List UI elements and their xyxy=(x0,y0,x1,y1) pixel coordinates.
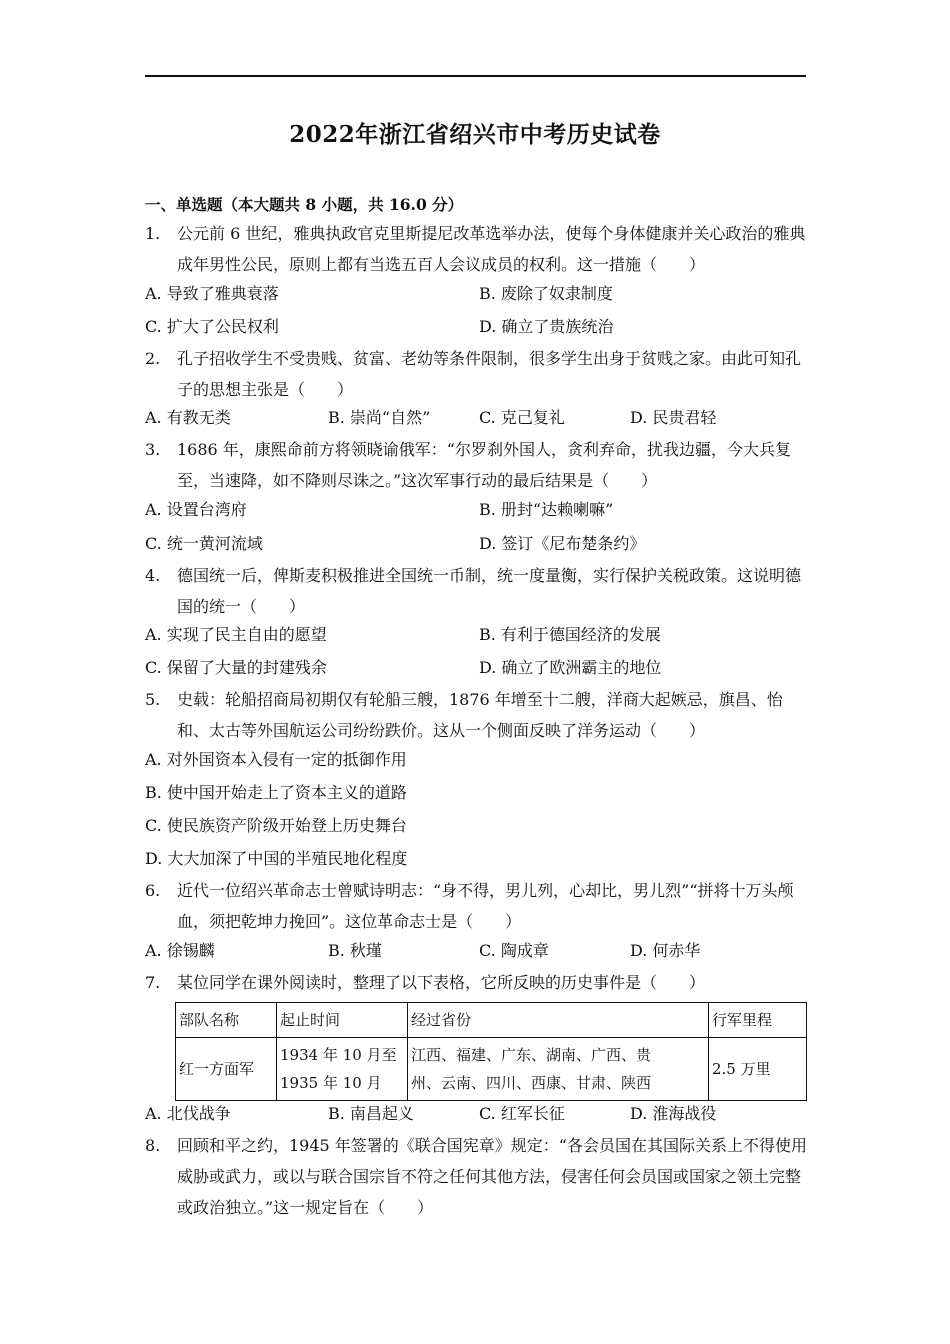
question-stem: 德国统一后，俾斯麦积极推进全国统一币制，统一度量衡，实行保护关税政策。这说明德国的统一（ ） xyxy=(177,566,802,616)
question-2 xyxy=(145,343,810,405)
option-a[interactable]: A. 导致了雅典衰落 xyxy=(145,284,279,303)
question-5 xyxy=(145,684,810,746)
option-b[interactable]: B. 册封“达赖喇嘛” xyxy=(479,500,614,519)
option-b[interactable]: B. 南昌起义 xyxy=(328,1104,414,1123)
question-4 xyxy=(145,560,810,622)
option-b[interactable]: B. 使中国开始走上了资本主义的道路 xyxy=(145,783,407,802)
option-a[interactable]: A. 对外国资本入侵有一定的抵御作用 xyxy=(145,750,407,769)
option-a[interactable]: A. 实现了民主自由的愿望 xyxy=(145,625,327,644)
question-8 xyxy=(145,1130,810,1223)
question-number: 1. xyxy=(145,224,161,243)
question-number: 5. xyxy=(145,690,161,709)
question-stem: 史载：轮船招商局初期仅有轮船三艘，1876 年增至十二艘，洋商大起嫉忌，旗昌、怡和、太古等外国航运公司纷纷跌价。这从一个侧面反映了洋务运动（ ） xyxy=(177,690,783,740)
question-number: 6. xyxy=(145,881,161,900)
option-a[interactable]: A. 有教无类 xyxy=(145,408,231,427)
question-number: 3. xyxy=(145,440,161,459)
question-stem: 孔子招收学生不受贵贱、贫富、老幼等条件限制，很多学生出身于贫贱之家。由此可知孔子的思想主张是（ ） xyxy=(177,349,802,399)
option-a[interactable]: A. 北伐战争 xyxy=(145,1104,231,1123)
option-d[interactable]: D. 何赤华 xyxy=(630,941,701,960)
table-cell-line: 1934 年 10 月至 xyxy=(280,1046,397,1064)
option-d[interactable]: D. 淮海战役 xyxy=(630,1104,717,1123)
table-header-row xyxy=(176,1003,807,1038)
option-d[interactable]: D. 大大加深了中国的半殖民地化程度 xyxy=(145,849,408,868)
option-c[interactable]: C. 扩大了公民权利 xyxy=(145,317,279,336)
table-cell-time xyxy=(277,1038,408,1101)
question-stem: 回顾和平之约，1945 年签署的《联合国宪章》规定：“各会员国在其国际关系上不得使用威胁或武力，或以与联合国宗旨不符之任何其他方法，侵害任何会员国或国家之领土完整或政治独立。”这一规定旨在（ ） xyxy=(177,1136,807,1217)
option-b[interactable]: B. 秋瑾 xyxy=(328,941,382,960)
option-a[interactable]: A. 徐锡麟 xyxy=(145,941,215,960)
option-c[interactable]: C. 克己复礼 xyxy=(479,408,565,427)
question-number: 7. xyxy=(145,973,161,992)
top-rule xyxy=(145,75,806,77)
table-header-cell: 部队名称 xyxy=(176,1003,277,1038)
question-number: 4. xyxy=(145,566,161,585)
option-d[interactable]: D. 确立了欧洲霸主的地位 xyxy=(479,658,662,677)
page-title: 2022年浙江省绍兴市中考历史试卷 xyxy=(289,121,661,148)
question-stem: 公元前 6 世纪，雅典执政官克里斯提尼改革选举办法，使每个身体健康并关心政治的雅典成年男性公民，原则上都有当选五百人会议成员的权利。这一措施（ ） xyxy=(177,224,806,274)
option-c[interactable]: C. 红军长征 xyxy=(479,1104,565,1123)
option-d[interactable]: D. 民贵君轻 xyxy=(630,408,717,427)
option-c[interactable]: C. 使民族资产阶级开始登上历史舞台 xyxy=(145,816,407,835)
option-b[interactable]: B. 有利于德国经济的发展 xyxy=(479,625,661,644)
table-cell-line: 1935 年 10 月 xyxy=(280,1074,382,1092)
table-cell-distance: 2.5 万里 xyxy=(709,1038,807,1101)
option-c[interactable]: C. 保留了大量的封建残余 xyxy=(145,658,327,677)
option-b[interactable]: B. 废除了奴隶制度 xyxy=(479,284,613,303)
option-b[interactable]: B. 崇尚“自然” xyxy=(328,408,431,427)
question-7 xyxy=(145,967,810,998)
table-row xyxy=(176,1038,807,1101)
question-stem: 近代一位绍兴革命志士曾赋诗明志：“身不得，男儿列，心却比，男儿烈”“拼将十万头颅血，须把乾坤力挽回”。这位革命志士是（ ） xyxy=(177,881,794,931)
table-cell-line: 江西、福建、广东、湖南、广西、贵 xyxy=(411,1046,652,1064)
table-cell-unit: 红一方面军 xyxy=(176,1038,277,1101)
table-cell-provinces xyxy=(408,1038,709,1101)
question-number: 8. xyxy=(145,1136,161,1155)
option-d[interactable]: D. 签订《尼布楚条约》 xyxy=(479,534,646,553)
table-cell-line: 州、云南、四川、西康、甘肃、陕西 xyxy=(411,1074,652,1092)
table-header-cell: 经过省份 xyxy=(408,1003,709,1038)
table-header-cell: 起止时间 xyxy=(277,1003,408,1038)
question-number: 2. xyxy=(145,349,161,368)
march-info-table xyxy=(175,1002,807,1101)
option-c[interactable]: C. 陶成章 xyxy=(479,941,549,960)
question-1 xyxy=(145,218,810,280)
question-stem: 某位同学在课外阅读时，整理了以下表格，它所反映的历史事件是（ ） xyxy=(177,973,706,992)
table-header-cell: 行军里程 xyxy=(709,1003,807,1038)
question-3 xyxy=(145,434,810,496)
question-6 xyxy=(145,875,810,937)
question-stem: 1686 年，康熙命前方将领晓谕俄军：“尔罗刹外国人，贪利弃命，扰我边疆，今大兵复至，当速降，如不降则尽诛之。”这次军事行动的最后结果是（ ） xyxy=(177,440,791,490)
section-heading: 一、单选题（本大题共 8 小题，共 16.0 分） xyxy=(145,195,464,214)
option-a[interactable]: A. 设置台湾府 xyxy=(145,500,247,519)
option-d[interactable]: D. 确立了贵族统治 xyxy=(479,317,614,336)
option-c[interactable]: C. 统一黄河流域 xyxy=(145,534,263,553)
